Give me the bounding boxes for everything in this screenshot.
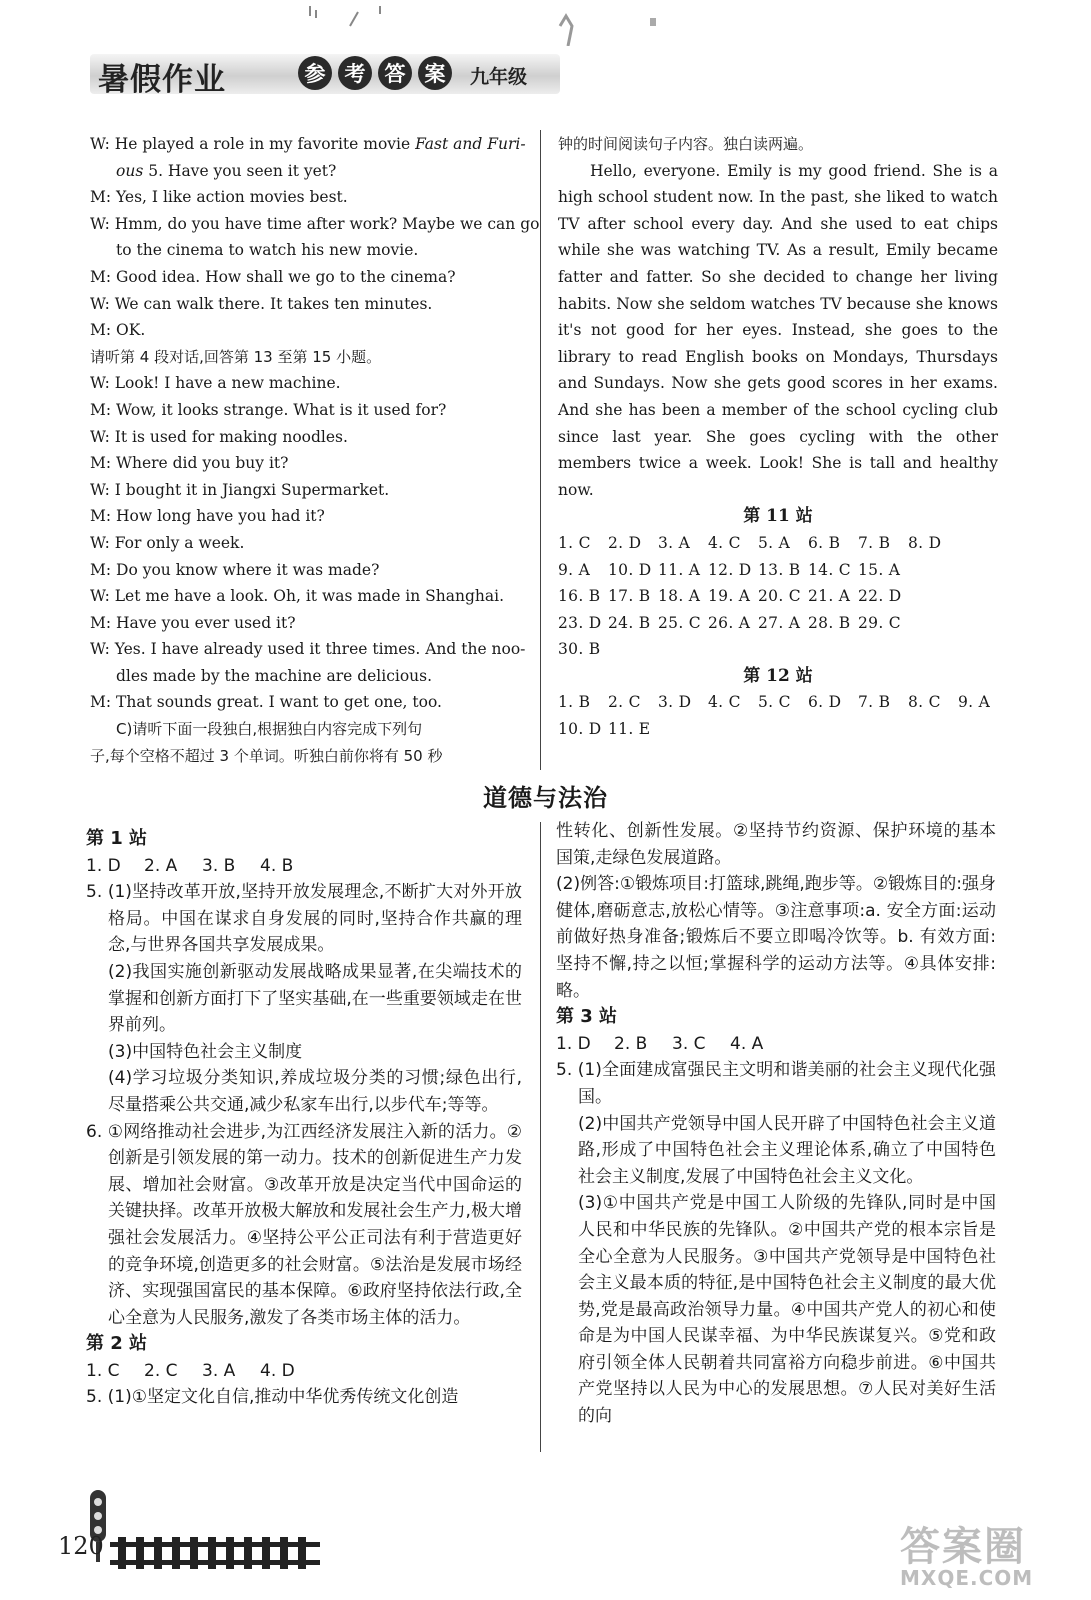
- speaker-label: W:: [90, 374, 110, 393]
- railway-track-icon: [88, 1490, 328, 1570]
- section-title: 道德与法治: [483, 784, 608, 812]
- answer-item: 10. D: [608, 560, 652, 579]
- answer-paragraph: 5. (1)全面建成富强民主文明和谐美丽的社会主义现代化强国。: [556, 1060, 996, 1107]
- answer-item: 12. D: [708, 560, 752, 579]
- dialogue-line: [90, 397, 522, 424]
- answer-paragraph: (3)中国特色社会主义制度: [108, 1041, 303, 1062]
- answer-item: 3. A: [202, 1360, 236, 1381]
- answer-item: 9. A: [958, 693, 991, 712]
- answer-item: 7. B: [858, 693, 891, 712]
- answer-item: 4. C: [708, 533, 741, 552]
- dialogue-text: Yes. I have already used it three times. And the noo-: [114, 640, 526, 659]
- header-decoration-icon: [290, 6, 710, 46]
- page-number: 120: [58, 1532, 104, 1560]
- page-header: [70, 40, 590, 110]
- answer-item: 3. C: [672, 1033, 706, 1054]
- answer-item: 20. C: [758, 587, 801, 606]
- dialogue-line: [90, 237, 522, 264]
- speaker-label: W:: [90, 427, 110, 446]
- answer-paragraph: (4)学习垃圾分类知识,养成垃圾分类的习惯;绿色出行,尽量搭乘公共交通,减少私家车出行,以步代车;等等。: [108, 1068, 522, 1115]
- dialogue-line: [90, 450, 522, 477]
- instruction-text: 子,每个空格不超过 3 个单词。听独白前你将有 50 秒: [90, 746, 443, 765]
- station-heading: 第 12 站: [743, 665, 813, 686]
- dialogue-text: How long have you had it?: [116, 507, 325, 526]
- answer-line: [558, 689, 998, 716]
- dialogue-line: [90, 317, 522, 344]
- dialogue-line: [90, 370, 522, 397]
- monologue-paragraph: Hello, everyone. Emily is my good friend. She is a high school student now. In the past, she liked to watch TV after school every day. And she used to eat chips while she was watching TV. As a result, Emily became fatter and fatter. So she decided to change her living habits. Now she seldom watches TV because she knows it's not good for her eyes. Instead, she goes to the library to read English books on Mondays, Thursdays and Sundays. Now she gets good scores in her exams. And she has been a member of the school cycling club since last year. She goes cycling with the other members twice a week. Look! She is tall and healthy now.: [558, 161, 998, 499]
- answer-item: 16. B: [558, 587, 601, 606]
- speaker-label: M:: [90, 400, 112, 419]
- answer-item: 3. B: [202, 855, 236, 876]
- answer-item: 2. C: [144, 1360, 178, 1381]
- answer-line: [558, 716, 998, 743]
- answer-item: 1. B: [558, 693, 591, 712]
- answer-item: 14. C: [808, 560, 851, 579]
- station-heading: 第 2 站: [86, 1333, 148, 1355]
- answer-item: 1. C: [558, 533, 591, 552]
- answer-paragraph: 5. (1)坚持改革开放,坚持开放发展理念,不断扩大对外开放格局。中国在谋求自身发展的同时,坚持合作共赢的理念,与世界各国共享发展成果。: [86, 882, 522, 956]
- dialogue-text: I bought it in Jiangxi Supermarket.: [114, 480, 390, 499]
- answer-item: 15. A: [858, 560, 901, 579]
- dialogue-line: [90, 131, 526, 158]
- dialogue-line: [90, 211, 540, 238]
- answer-item: 3. D: [658, 693, 692, 712]
- dialogue-line: [90, 689, 522, 716]
- answer-line: [556, 1031, 996, 1058]
- dialogue-text: Have you ever used it?: [116, 613, 296, 632]
- dialogue-text: Hmm, do you have time after work? Maybe we can go: [114, 214, 540, 233]
- dialogue-line: [90, 610, 522, 637]
- dialogue-line: [90, 291, 522, 318]
- speaker-label: W:: [90, 587, 110, 606]
- dialogue-text: 5. Have you seen it yet?: [143, 161, 337, 180]
- answer-line: [558, 610, 998, 637]
- answer-item: 27. A: [758, 613, 801, 632]
- dialogue-text: That sounds great. I want to get one, too.: [116, 693, 442, 712]
- header-title: 暑假作业: [98, 62, 226, 98]
- answer-paragraph: (3)①中国共产党是中国工人阶级的先锋队,同时是中国人民和中华民族的先锋队。②中国共产党的根本宗旨是全心全意为人民服务。③中国共产党领导是中国特色社会主义最本质的特征,是中国特色社会主义制度的最大优势,党是最高政治领导力量。④中国共产党人的初心和使命是为中国人民谋幸福、为中华民族谋复兴。⑤党和政府引领全体人民朝着共同富裕方向稳步前进。⑥中国共产党坚持以人民为中心的发展思想。⑦人民对美好生活的向: [578, 1193, 996, 1427]
- answer-badge: 参: [298, 56, 332, 90]
- answer-item: 9. A: [558, 560, 591, 579]
- answer-badge: 考: [338, 56, 372, 90]
- station-heading: 第 3 站: [556, 1006, 618, 1028]
- answer-item: 19. A: [708, 587, 751, 606]
- answer-paragraph: 5. (1)①坚定文化自信,推动中华优秀传统文化创造: [86, 1387, 459, 1408]
- answer-item: 17. B: [608, 587, 651, 606]
- answer-line: [558, 530, 998, 557]
- english-right-column: [558, 131, 998, 743]
- answer-block: [558, 530, 998, 663]
- answer-item: 21. A: [808, 587, 851, 606]
- movie-title: Fast and Furi-: [415, 135, 526, 153]
- instruction-text: 请听第 4 段对话,回答第 13 至第 15 小题。: [90, 347, 382, 366]
- dialogue-text: dles made by the machine are delicious.: [116, 666, 433, 685]
- watermark: [900, 1515, 1070, 1595]
- instruction-text: 钟的时间阅读句子内容。独白读两遍。: [558, 135, 814, 153]
- answer-block: [558, 689, 998, 742]
- answer-item: 26. A: [708, 613, 751, 632]
- dialogue-text: Good idea. How shall we go to the cinema?: [116, 267, 456, 286]
- answer-item: 28. B: [808, 613, 851, 632]
- dialogue-line: [90, 636, 526, 663]
- dialogue-text: We can walk there. It takes ten minutes.: [114, 294, 433, 313]
- answer-item: 10. D: [558, 720, 602, 739]
- header-grade: 九年级: [470, 66, 528, 88]
- watermark-logo: 答案圈: [900, 1524, 1026, 1570]
- speaker-label: W:: [90, 214, 110, 233]
- speaker-label: W:: [90, 135, 110, 153]
- answer-item: 24. B: [608, 613, 651, 632]
- speaker-label: M:: [90, 507, 112, 526]
- dialogue-text: to the cinema to watch his new movie.: [116, 241, 419, 260]
- answer-item: 4. A: [730, 1033, 764, 1054]
- answer-item: 13. B: [758, 560, 801, 579]
- answer-item: 2. D: [608, 533, 642, 552]
- dialogue-line: [90, 530, 522, 557]
- speaker-label: M:: [90, 454, 112, 473]
- speaker-label: W:: [90, 640, 110, 659]
- speaker-label: M:: [90, 560, 112, 579]
- dialogue-text: Wow, it looks strange. What is it used for?: [116, 400, 447, 419]
- answer-paragraph: (2)中国共产党领导中国人民开辟了中国特色社会主义道路,形成了中国特色社会主义理论体系,确立了中国特色社会主义制度,发展了中国特色社会主义文化。: [578, 1113, 996, 1187]
- answer-item: 11. A: [658, 560, 701, 579]
- dialogue-text: Look! I have a new machine.: [114, 374, 341, 393]
- movie-title: ous: [116, 161, 144, 180]
- answer-item: 6. B: [808, 533, 841, 552]
- answer-line: [86, 1358, 522, 1385]
- answer-item: 1. D: [556, 1033, 591, 1054]
- column-divider-top: [540, 130, 541, 770]
- dialogue-line: [90, 503, 522, 530]
- answer-item: 4. D: [260, 1360, 295, 1381]
- answer-item: 7. B: [858, 533, 891, 552]
- answer-item: 1. D: [86, 855, 121, 876]
- answer-item: 2. C: [608, 693, 641, 712]
- dialogue-line: [90, 477, 522, 504]
- dialogue-line: [90, 264, 522, 291]
- dialogue-text: It is used for making noodles.: [114, 427, 348, 446]
- speaker-label: W:: [90, 533, 110, 552]
- answer-item: 2. B: [614, 1033, 648, 1054]
- answer-line: [558, 636, 998, 663]
- dialogue-line: [90, 158, 522, 185]
- answer-item: 22. D: [858, 587, 902, 606]
- dialogue-line: [90, 663, 522, 690]
- speaker-label: W:: [90, 294, 110, 313]
- dialogue-b: [90, 370, 526, 716]
- answer-line: [558, 557, 998, 584]
- answer-paragraph: (2)例答:①锻炼项目:打篮球,跳绳,跑步等。②锻炼目的:强身健体,磨砺意志,放松心情等。③注意事项:a. 安全方面:运动前做好热身准备;锻炼后不要立即喝冷饮等。b. 有效方面:坚持不懈,持之以恒;掌握科学的运动方法等。④具体安排:略。: [556, 874, 996, 1001]
- speaker-label: M:: [90, 188, 112, 207]
- answer-item: 5. C: [758, 693, 791, 712]
- answer-paragraph: 性转化、创新性发展。②坚持节约资源、保护环境的基本国策,走绿色发展道路。: [556, 821, 996, 868]
- column-divider-bottom: [540, 822, 541, 1452]
- answer-item: 30. B: [558, 640, 601, 659]
- politics-right-column: [556, 818, 996, 1430]
- answer-item: 1. C: [86, 1360, 120, 1381]
- dialogue-text: OK.: [116, 321, 146, 340]
- dialogue-text: Where did you buy it?: [116, 454, 289, 473]
- answer-badge: 案: [418, 56, 452, 90]
- speaker-label: M:: [90, 693, 112, 712]
- answer-item: 4. B: [260, 855, 294, 876]
- english-left-column: [90, 131, 540, 769]
- answer-item: 11. E: [608, 720, 651, 739]
- answer-paragraph: (2)我国实施创新驱动发展战略成果显著,在尖端技术的掌握和创新方面打下了坚实基础,在一些重要领域走在世界前列。: [108, 961, 522, 1036]
- dialogue-text: For only a week.: [114, 533, 245, 552]
- answer-line: [558, 583, 998, 610]
- speaker-label: W:: [90, 480, 110, 499]
- instruction-text: C)请听下面一段独白,根据独白内容完成下列句: [116, 720, 423, 739]
- answer-item: 23. D: [558, 613, 602, 632]
- answer-item: 18. A: [658, 587, 701, 606]
- station-heading: 第 1 站: [86, 828, 148, 849]
- watermark-url: MXQE.COM: [900, 1566, 1034, 1590]
- dialogue-text: Do you know where it was made?: [116, 560, 380, 579]
- dialogue-line: [90, 583, 522, 610]
- station-heading: 第 11 站: [743, 506, 813, 527]
- dialogue-line: [90, 184, 522, 211]
- speaker-label: M:: [90, 267, 112, 286]
- answer-item: 25. C: [658, 613, 701, 632]
- dialogue-text: Let me have a look. Oh, it was made in Shanghai.: [114, 587, 505, 606]
- answer-paragraph: 6. ①网络推动社会进步,为江西经济发展注入新的活力。②创新是引领发展的第一动力。技术的创新促进生产力发展、增加社会财富。③改革开放是决定当代中国命运的关键抉择。改革开放极大解放和发展社会生产力,极大增强社会发展活力。④坚持公平公正司法有利于营造更好的竞争环境,创造更多的社会财富。⑤法治是发展市场经济、实现强国富民的基本保障。⑥政府坚持依法行政,全心全意为人民服务,激发了各类市场主体的活力。: [86, 1121, 522, 1328]
- answer-item: 8. D: [908, 533, 942, 552]
- speaker-label: M:: [90, 613, 112, 632]
- dialogue-text: He played a role in my favorite movie: [114, 135, 416, 153]
- dialogue-text: Yes, I like action movies best.: [116, 188, 348, 207]
- answer-line: [86, 853, 522, 880]
- answer-item: 6. D: [808, 693, 842, 712]
- answer-item: 8. C: [908, 693, 941, 712]
- answer-badges: [298, 56, 452, 90]
- dialogue-line: [90, 557, 522, 584]
- speaker-label: M:: [90, 321, 112, 340]
- politics-left-column: [86, 826, 522, 1411]
- answer-item: 2. A: [144, 855, 178, 876]
- dialogue-line: [90, 424, 522, 451]
- answer-item: 5. A: [758, 533, 791, 552]
- answer-item: 29. C: [858, 613, 901, 632]
- answer-item: 3. A: [658, 533, 691, 552]
- answer-item: 4. C: [708, 693, 741, 712]
- answer-badge: 答: [378, 56, 412, 90]
